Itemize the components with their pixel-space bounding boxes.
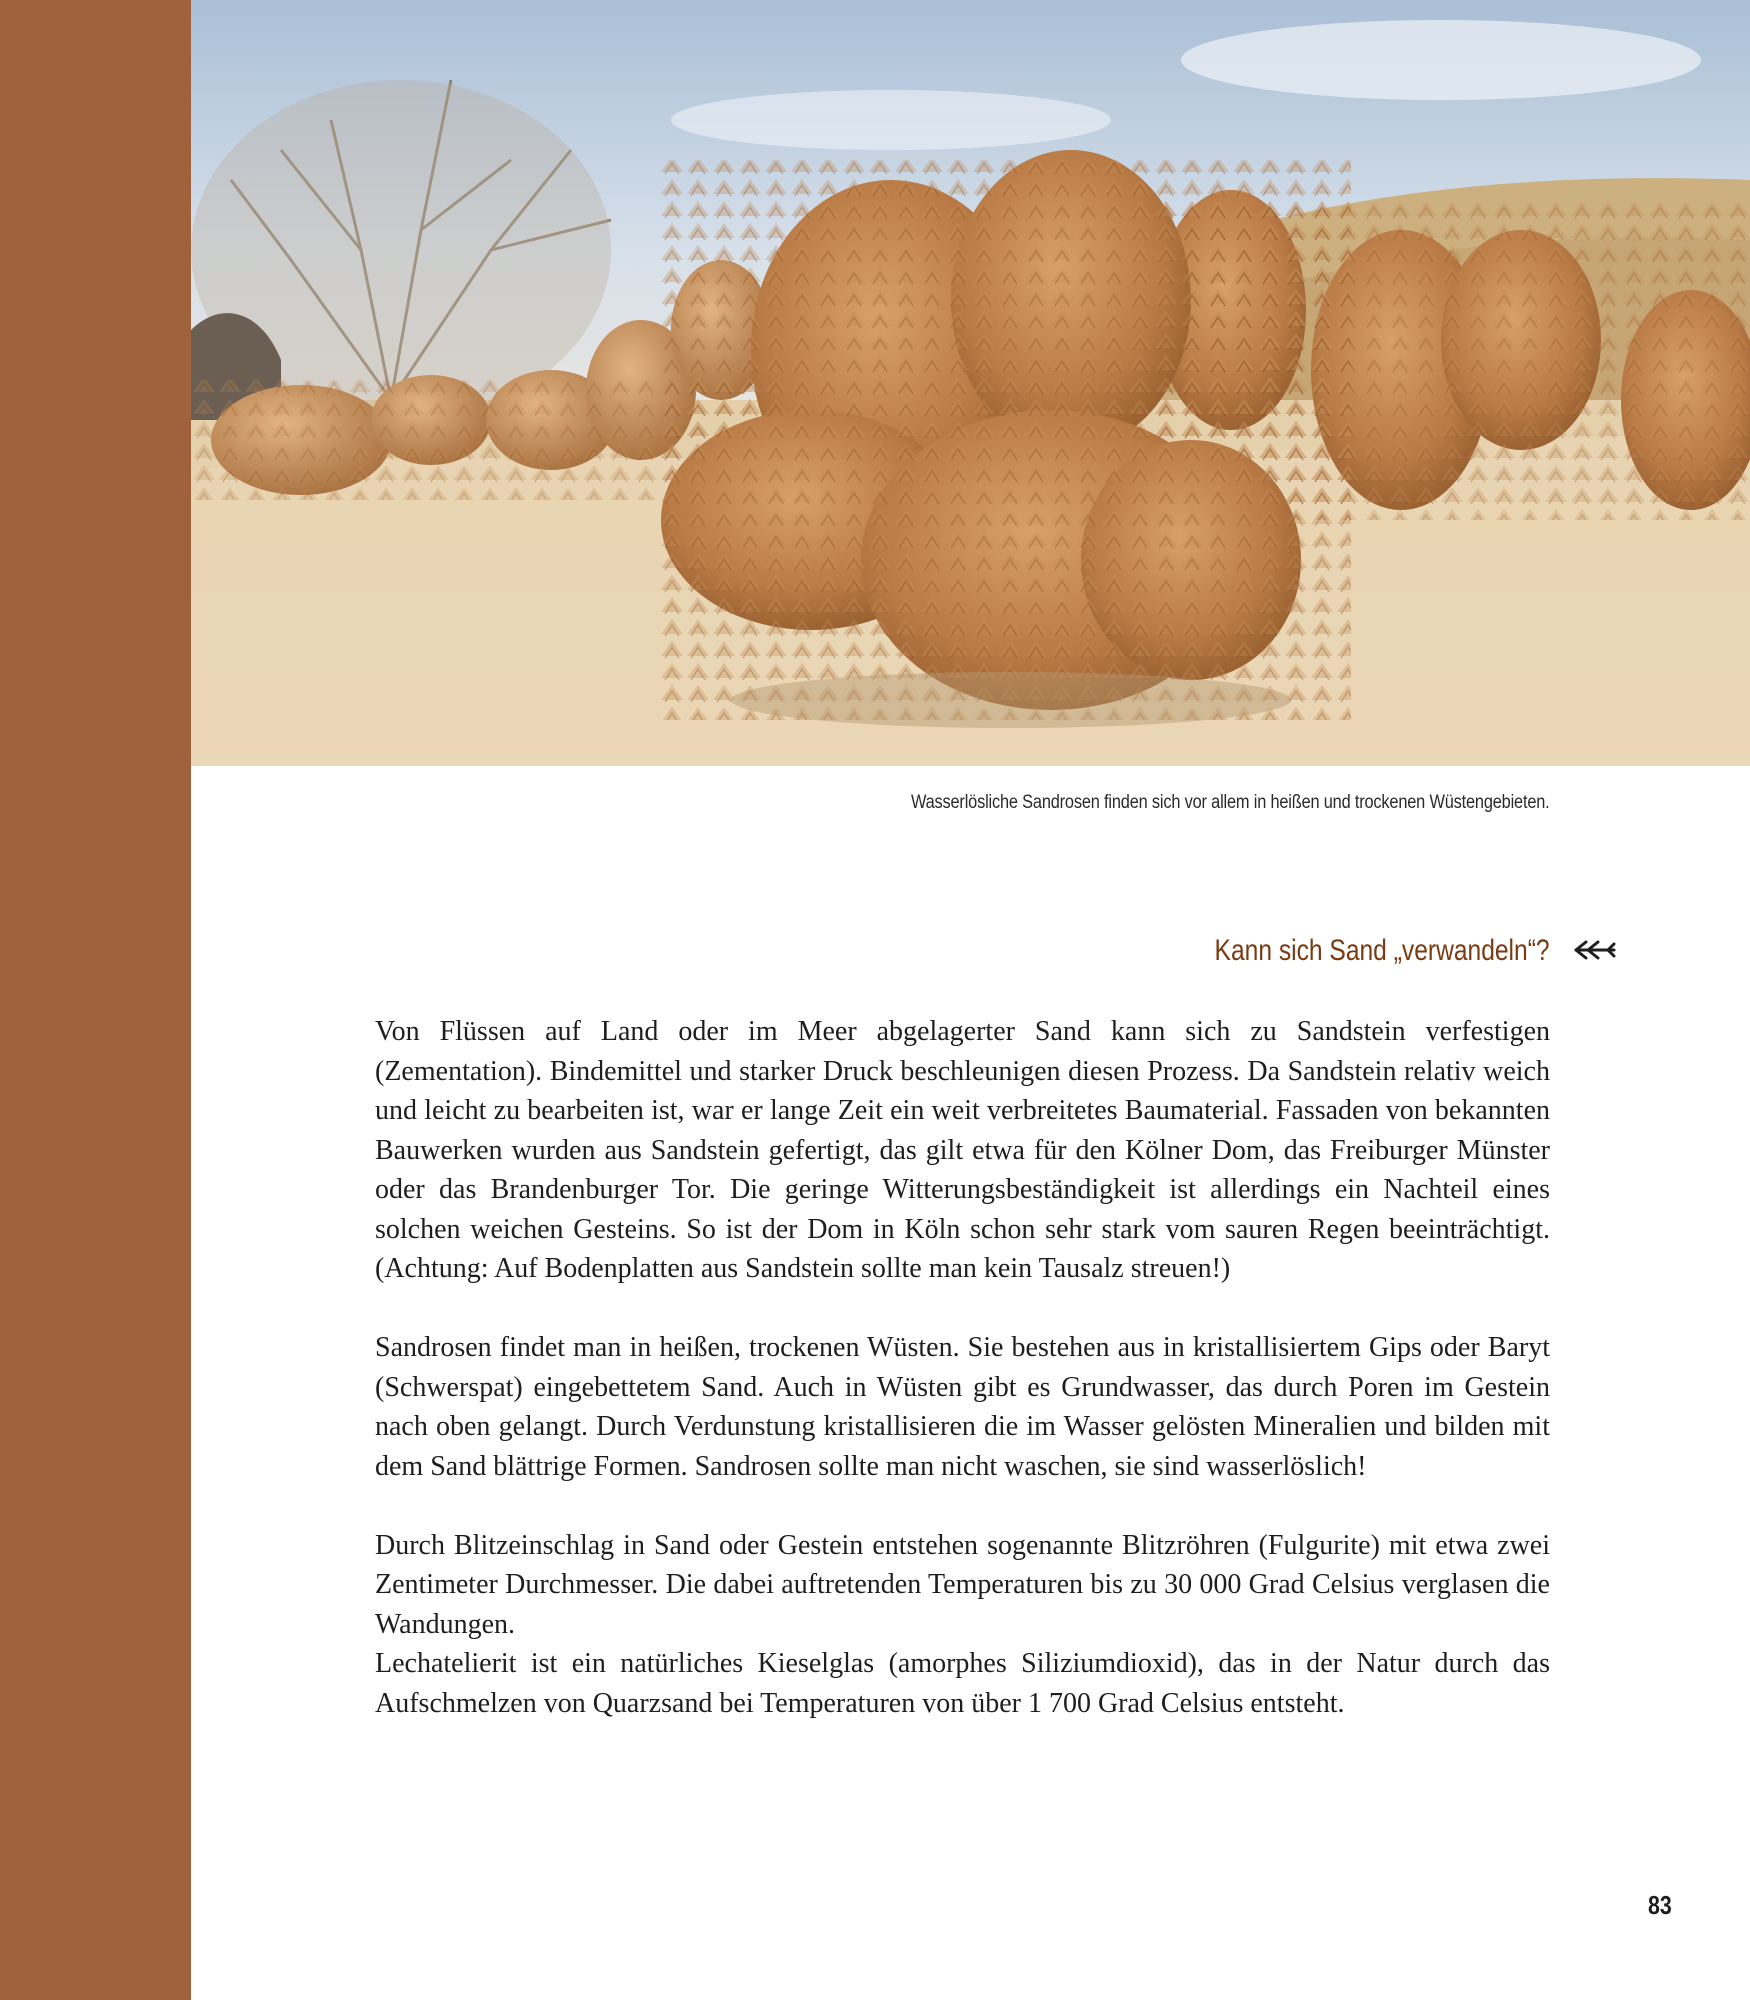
section-heading-text: Kann sich Sand „verwandeln“?	[1214, 934, 1550, 967]
side-color-band	[0, 0, 191, 2000]
double-arrow-left-icon	[1572, 938, 1616, 962]
photo-caption: Wasserlösliche Sandrosen finden sich vor allem in heißen und trockenen Wüstengebieten.	[911, 792, 1550, 813]
paragraph-sandroses: Sandrosen findet man in heißen, trockenen Wüsten. Sie bestehen aus in kristallisiertem Gips oder Baryt (Schwerspat) eingebettetem Sand. Auch in Wüsten gibt es Grundwasser, das durch Poren im Gestein nach oben gelangt. Durch Verdunstung kristallisieren die im Wasser gelösten Mineralien und bilden mit dem Sand blättrige Formen. Sandrosen sollte man nicht waschen, sie sind wasserlöslich!	[375, 1332, 1550, 1482]
paragraph-fulgurites: Durch Blitzeinschlag in Sand oder Gestein entstehen sogenannte Blitzröhren (Fulgurite) mit etwa zwei Zentimeter Durchmesser. Die dabei auftretenden Temperaturen bis zu 30 000 Grad Celsius verglasen die Wandungen.	[375, 1529, 1550, 1640]
paragraph-sandstone: Von Flüssen auf Land oder im Meer abgelagerter Sand kann sich zu Sandstein verfestigen (Zementation). Bindemittel und starker Druck beschleunigen diesen Prozess. Da Sandstein relativ weich und leicht zu bearbeiten ist, war er lange Zeit ein weit verbreitetes Baumaterial. Fassaden von bekannten Bauwerken wurden aus Sandstein gefertigt, das gilt etwa für den Kölner Dom, das Freiburger Münster oder das Brandenburger Tor. Die geringe Witterungsbeständigkeit ist allerdings ein Nachteil eines solchen weichen Gesteins. So ist der Dom in Köln schon sehr stark vom sauren Regen beeinträchtigt. (Achtung: Auf Bodenplatten aus Sandstein sollte man kein Tausalz streuen!)	[375, 1016, 1550, 1284]
section-heading	[1141, 934, 1550, 968]
desert-rose-photo	[191, 0, 1750, 766]
page-number: 83	[1648, 1890, 1672, 1920]
paragraph-lechatelierite: Lechatelierit ist ein natürliches Kieselglas (amorphes Siliziumdioxid), das in der Natur durch das Aufschmelzen von Quarzsand bei Temperaturen von über 1 700 Grad Celsius entsteht.	[375, 1648, 1550, 1719]
desert-rose-illustration	[191, 0, 1750, 766]
article-body	[375, 1012, 1550, 1723]
